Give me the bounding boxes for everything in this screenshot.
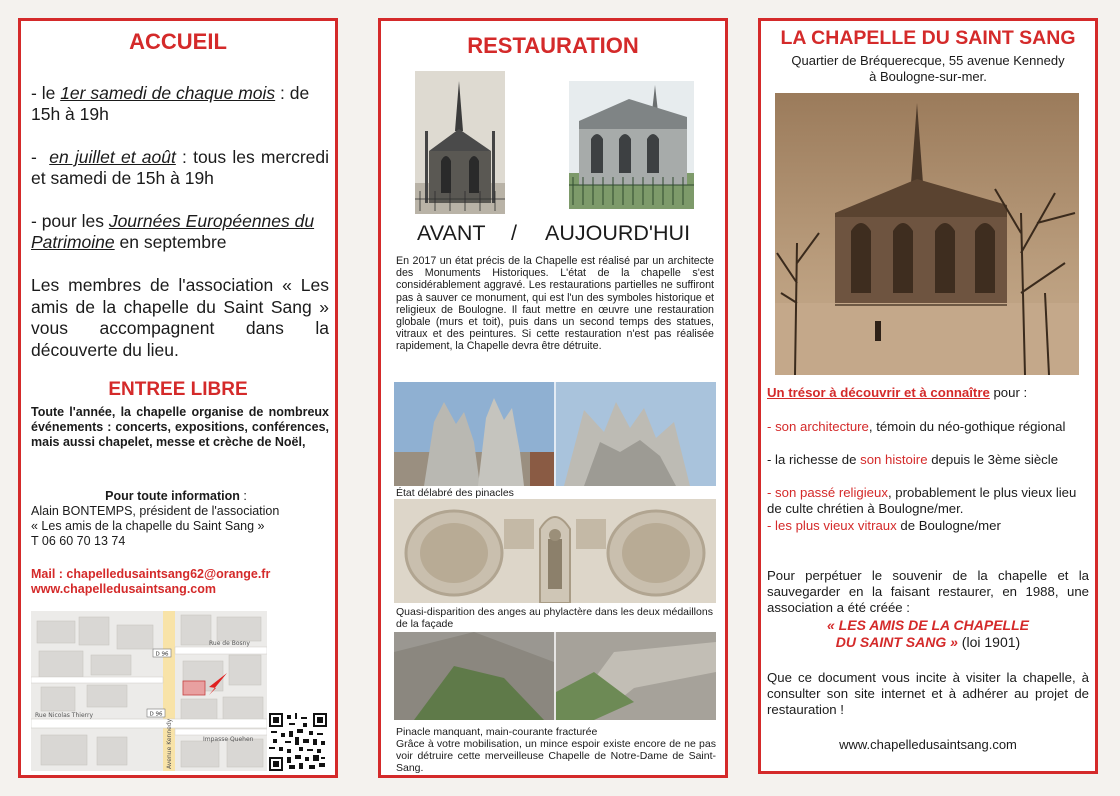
contact-phone[interactable]: T 06 60 70 13 74 [31, 534, 126, 548]
contact-name: Alain BONTEMPS, président de l'association [31, 504, 280, 518]
avant-label: AVANT [417, 221, 486, 245]
map-label-rue-bosny: Rue de Bosny [209, 640, 250, 647]
restauration-intro: En 2017 un état précis de la Chapelle est réalisé par un architecte des Monuments Historiques. L'état de la chapelle s'est considérablement aggravé. Les restaurations partielles ne suffiront pas à sauver ce monument, qui est l'un des symboles historique et religieux de Boulogne. Il faut mettre en œuvre une restauration globale (murs et toit), puis dans un second temps des statues, vitraux et des peintures. Si cette restauration n'est pas réalisée rapidement, la Chapelle devra être détruite. [396, 255, 714, 353]
perpetuer-text: Pour perpétuer le souvenir de la chapelle et la sauvegarder en la faisant restaurer, en 1988, une association a été créée : [767, 568, 1089, 616]
chapelle-panel [758, 18, 1098, 774]
hours-heritage-days: - pour les Journées Européennes du Patrimoine en septembre [31, 211, 315, 252]
address-line-2: à Boulogne-sur-mer. [869, 69, 987, 84]
chapelle-website[interactable]: www.chapelledusaintsang.com [839, 737, 1017, 752]
chapelle-title: LA CHAPELLE DU SAINT SANG [780, 27, 1076, 49]
caption-railing: Pinacle manquant, main-courante fracturée [396, 726, 598, 738]
info-heading: Pour toute information : [105, 489, 247, 503]
restauration-panel [378, 18, 728, 778]
bullet-religious: - son passé religieux, probablement le plus vieux lieu de culte chrétien à Boulogne/mer. [767, 485, 1077, 517]
old-chapel-drawing [415, 71, 505, 214]
map-badge-d96a: D 96 [155, 651, 169, 658]
tresor-line: Un trésor à découvrir et à connaître pour : [767, 385, 1028, 400]
entree-libre-heading: ENTREE LIBRE [108, 379, 248, 400]
accueil-panel [18, 18, 338, 778]
bullet-vitraux: - les plus vieux vitraux de Boulogne/mer [767, 518, 1001, 533]
mail-link[interactable]: Mail : chapelledusaintsang62@orange.fr [31, 567, 271, 581]
caption-medallions: Quasi-disparition des anges au phylactère dans les deux médaillons de la façade [396, 606, 713, 630]
caption-pinnacles: État délabré des pinacles [396, 487, 514, 499]
map-label-avenue: Avenue Kennedy [166, 718, 173, 769]
old-chapel-photo [415, 71, 505, 214]
railing-photo [394, 632, 716, 720]
sepia-chapel-drawing [775, 93, 1079, 375]
street-map-drawing [31, 611, 267, 771]
railing-drawing [394, 632, 716, 720]
aujourdhui-label: AUJOURD'HUI [545, 221, 691, 245]
today-chapel-photo [569, 81, 694, 209]
contact-assoc: « Les amis de la chapelle du Saint Sang » [31, 519, 265, 533]
pinnacles-photo [394, 382, 716, 486]
slash-label: / [511, 221, 517, 245]
qr-code[interactable] [269, 713, 327, 771]
qr-code-icon [269, 713, 327, 771]
bullet-architecture: - son architecture, témoin du néo-gothique régional [767, 419, 1066, 434]
restauration-title: RESTAURATION [467, 33, 639, 58]
map-label-impasse: Impasse Quehen [203, 736, 254, 743]
events-text: Toute l'année, la chapelle organise de nombreux événements : concerts, expositions, conférences, mais aussi chapelet, messe et crèche de Noël, [31, 405, 329, 449]
website-link[interactable]: www.chapelledusaintsang.com [31, 582, 216, 596]
street-map[interactable] [31, 611, 267, 771]
medallions-photo [394, 499, 716, 603]
assoc-welcome-text: Les membres de l'association « Les amis de la chapelle du Saint Sang » vous accompagnent dans la découverte du lieu. [31, 275, 329, 360]
incite-text: Que ce document vous incite à visiter la chapelle, à consulter son site internet et à adhérer au projet de restauration ! [767, 670, 1089, 718]
accueil-title: ACCUEIL [129, 29, 227, 54]
today-chapel-drawing [569, 81, 694, 209]
sepia-chapel-photo [775, 93, 1079, 375]
bullet-history: - la richesse de son histoire depuis le 3ème siècle [767, 452, 1059, 467]
address-line-1: Quartier de Bréquerecque, 55 avenue Kennedy [791, 53, 1065, 68]
contact-block [31, 504, 331, 549]
address-block [761, 53, 1095, 85]
map-label-rue-thierry: Rue Nicolas Thierry [35, 712, 94, 719]
map-badge-d96b: D 96 [149, 711, 163, 718]
closing-text: Grâce à votre mobilisation, un mince espoir existe encore de ne pas voir détruire cette merveilleuse Chapelle de Notre-Dame de Saint-Sang. [396, 738, 716, 774]
hours-summer: - en juillet et août : tous les mercredi et samedi de 15h à 19h [31, 147, 329, 188]
medallions-drawing [394, 499, 716, 603]
pinnacles-drawing [394, 382, 716, 486]
hours-first-saturday: - le 1er samedi de chaque mois : de 15h à 19h [31, 83, 310, 124]
assoc-name: « LES AMIS DE LA CHAPELLE DU SAINT SANG » (loi 1901) [827, 617, 1029, 650]
